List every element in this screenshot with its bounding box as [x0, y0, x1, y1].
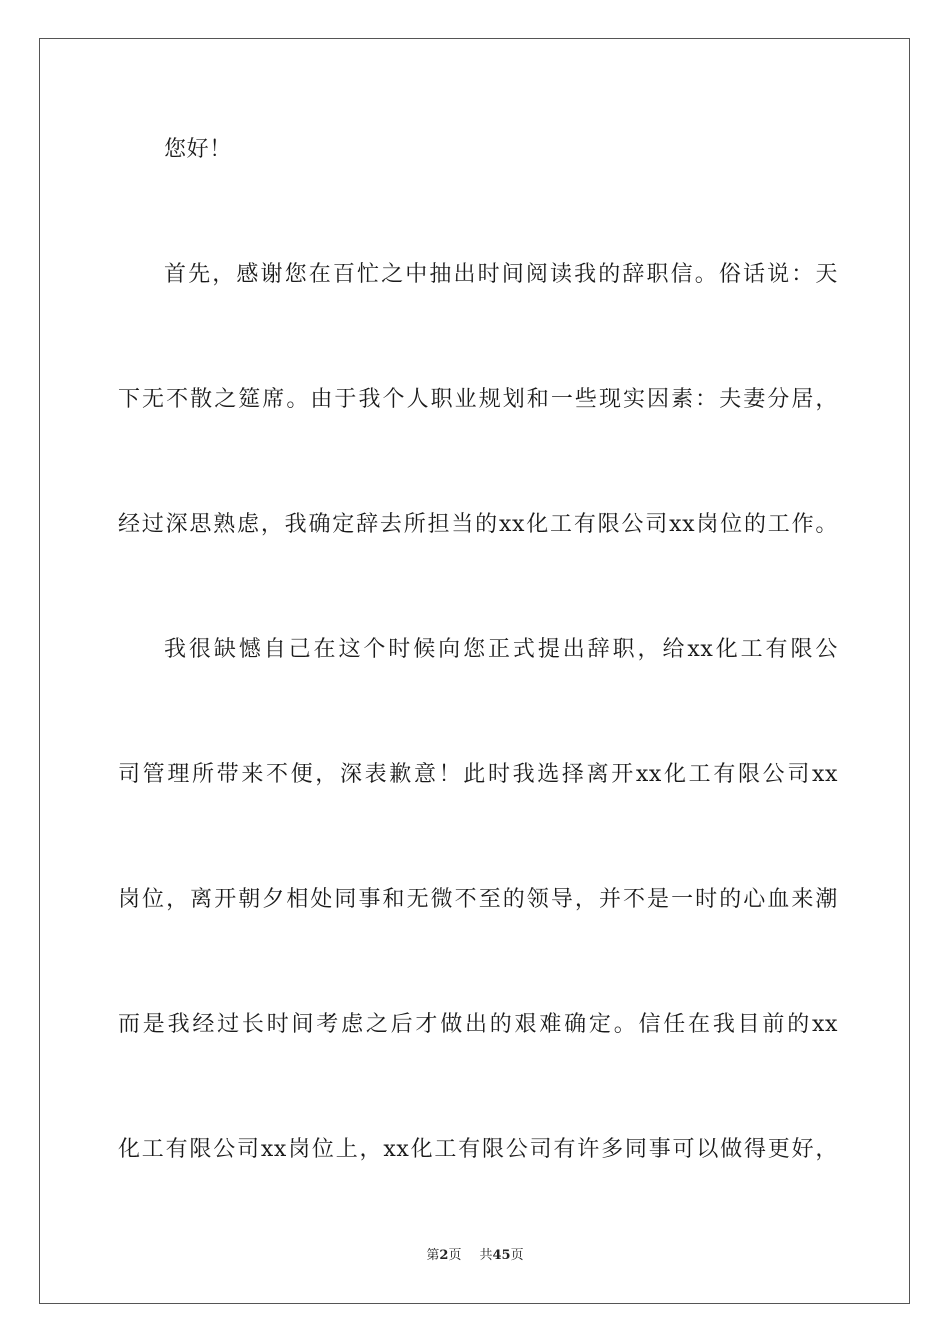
paragraph-line-6: 岗位，离开朝夕相处同事和无微不至的领导，并不是一时的心血来潮: [118, 887, 838, 912]
total-pages: 45: [492, 1248, 511, 1263]
paragraph-line-2: 下无不散之筵席。由于我个人职业规划和一些现实因素：夫妻分居，: [118, 387, 838, 412]
paragraph-line-4: 我很缺憾自己在这个时候向您正式提出辞职，给xx化工有限公: [164, 637, 838, 662]
footer-prefix: 第: [426, 1248, 440, 1263]
paragraph-line-5: 司管理所带来不便，深表歉意！此时我选择离开xx化工有限公司xx: [118, 762, 838, 787]
footer-total-unit: 页: [510, 1248, 524, 1263]
footer-page-unit: 页: [448, 1248, 462, 1263]
paragraph-line-1: 首先，感谢您在百忙之中抽出时间阅读我的辞职信。俗话说：天: [164, 262, 838, 287]
paragraph-line-3: 经过深思熟虑，我确定辞去所担当的xx化工有限公司xx岗位的工作。: [118, 512, 838, 537]
paragraph-line-7: 而是我经过长时间考虑之后才做出的艰难确定。信任在我目前的xx: [118, 1012, 838, 1037]
page-frame: [39, 38, 910, 1304]
page-number: 2: [439, 1248, 449, 1263]
footer-total-prefix: 共: [479, 1248, 493, 1263]
paragraph-line-8: 化工有限公司xx岗位上，xx化工有限公司有许多同事可以做得更好，: [118, 1137, 838, 1162]
greeting-line: 您好！: [164, 137, 232, 162]
page-footer: [0, 1247, 950, 1265]
